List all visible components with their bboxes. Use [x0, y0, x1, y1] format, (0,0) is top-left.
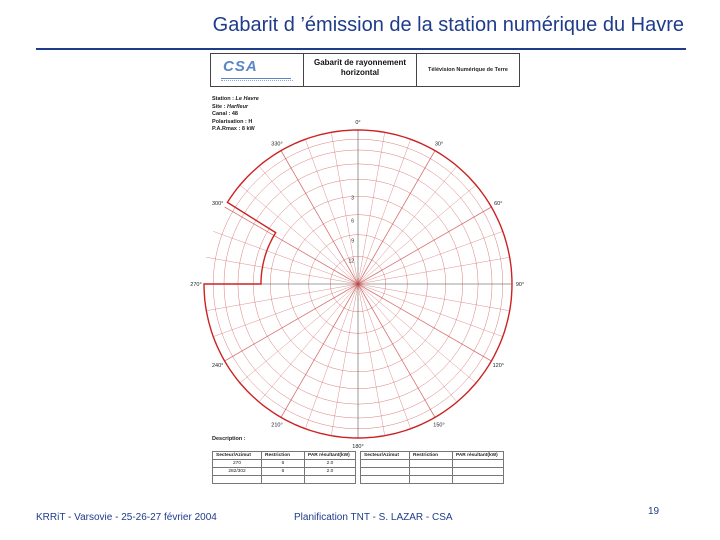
- grid-spoke: [213, 284, 358, 337]
- grid-spoke: [281, 151, 358, 284]
- slide-title: Gabarit d ’émission de la station numérique du Havre: [212, 14, 684, 36]
- grid-spoke: [259, 284, 358, 402]
- title-underline: [36, 48, 686, 50]
- ring-label: 12: [348, 258, 354, 265]
- angle-label: 150°: [433, 422, 445, 429]
- grid-spoke: [358, 284, 491, 361]
- col-header: PAR résultant(kW): [453, 452, 504, 460]
- grid-spoke: [225, 284, 358, 361]
- angle-label: 30°: [434, 141, 444, 148]
- grid-spoke: [305, 284, 358, 429]
- footer-event: KRRiT - Varsovie - 25-26-27 février 2004: [36, 512, 217, 523]
- grid-spoke: [358, 166, 457, 284]
- angle-label: 330°: [271, 141, 283, 148]
- grid-spoke: [358, 231, 503, 284]
- logo-rule: [221, 78, 291, 79]
- channel-line: Canal : 48: [212, 111, 238, 117]
- table-cell: 2.0: [305, 460, 356, 468]
- table-row: [213, 468, 504, 476]
- grid-spoke: [259, 166, 358, 284]
- footer-author: Planification TNT - S. LAZAR - CSA: [294, 512, 453, 523]
- table-cell: 6: [262, 468, 305, 476]
- csa-logo: [211, 54, 304, 86]
- angle-label: 300°: [212, 201, 224, 207]
- description-label: Description :: [212, 436, 246, 442]
- ring-label: 9: [351, 238, 354, 245]
- page-number: 19: [648, 506, 660, 517]
- station-line: Station : Le Havre: [212, 96, 259, 102]
- grid-spoke: [225, 207, 358, 284]
- angle-label: 90°: [515, 282, 525, 288]
- grid-spoke: [358, 284, 411, 429]
- sector-table: [212, 451, 504, 484]
- col-header: Secteur/Azimut: [361, 452, 410, 460]
- grid-spoke: [240, 284, 358, 383]
- table-cell: 6: [262, 460, 305, 468]
- angle-label: 210°: [271, 422, 283, 429]
- site-line: Site : Harfleur: [212, 103, 249, 110]
- table-row: [213, 460, 504, 468]
- grid-spoke: [240, 185, 358, 284]
- ring-label: 3: [351, 195, 354, 202]
- ring-label: 6: [351, 218, 354, 225]
- header-title-line2: horizontal: [340, 68, 380, 77]
- document-header: [210, 53, 520, 87]
- grid-spoke: [358, 139, 411, 284]
- table-cell: 282/302: [213, 468, 262, 476]
- table-header-row: [213, 452, 504, 460]
- angle-label: 60°: [494, 201, 503, 207]
- header-service: Télévision Numérique de Terre: [428, 67, 508, 73]
- grid-spoke: [358, 185, 476, 284]
- par-max-line: P.A.Rmax : 8 kW: [212, 126, 255, 132]
- logo-subline: [221, 80, 293, 84]
- col-header: PAR résultant(kW): [305, 452, 356, 460]
- table-cell: 2.0: [305, 468, 356, 476]
- grid-spoke: [358, 207, 491, 284]
- grid-spoke: [281, 284, 358, 417]
- polarisation-line: Polarisation : H: [212, 118, 253, 125]
- polar-radiation-diagram: [190, 118, 530, 448]
- angle-label: 240°: [212, 363, 224, 369]
- grid-spoke: [358, 284, 457, 402]
- angle-label: 270°: [190, 282, 202, 288]
- header-title: [304, 54, 417, 86]
- col-header: Restriction: [262, 452, 305, 460]
- angle-label: 0°: [355, 120, 361, 126]
- grid-spoke: [358, 284, 435, 417]
- angle-label: 120°: [492, 363, 504, 369]
- col-header: Restriction: [410, 452, 453, 460]
- csa-logo-text: CSA: [223, 58, 258, 75]
- grid-spoke: [213, 231, 358, 284]
- angle-label: 180°: [352, 444, 364, 448]
- col-header: Secteur/Azimut: [213, 452, 262, 460]
- grid-spoke: [358, 151, 435, 284]
- table-row: [213, 476, 504, 484]
- header-title-line1: Gabarit de rayonnement: [313, 58, 407, 67]
- grid-spoke: [358, 284, 476, 383]
- table-cell: 270: [213, 460, 262, 468]
- grid-spoke: [358, 284, 503, 337]
